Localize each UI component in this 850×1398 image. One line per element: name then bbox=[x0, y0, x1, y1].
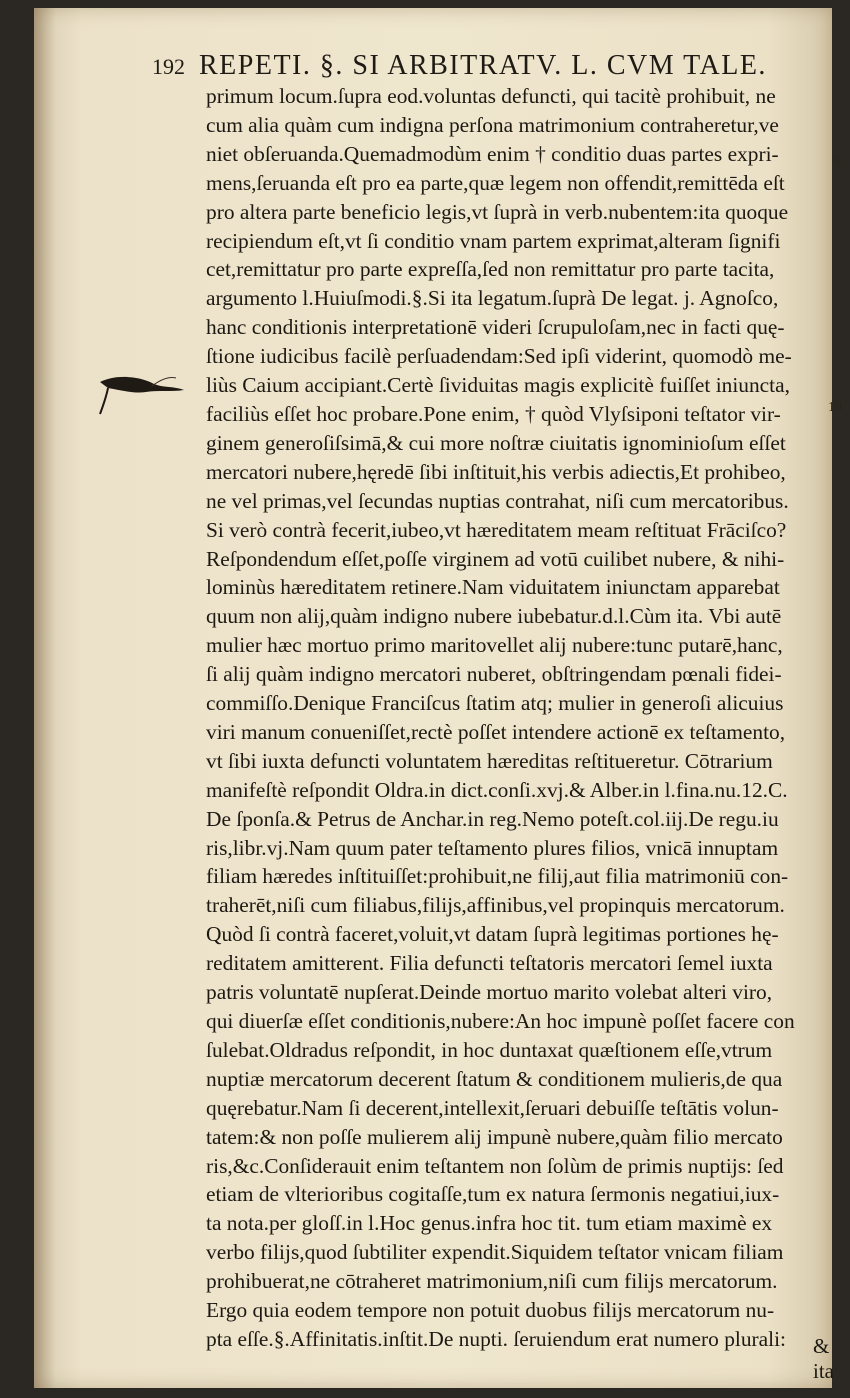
text-line: pro altera parte beneficio legis,vt ſuprà in verb.nubentem:ita quoque bbox=[206, 199, 789, 224]
text-line: ſi alij quàm indigno mercatori nuberet, obſtringendam pœnali fidei- bbox=[206, 662, 782, 687]
text-line: qui diuerſæ eſſet conditionis,nubere:An hoc impunè poſſet facere con bbox=[206, 1009, 795, 1033]
text-line: quęrebatur.Nam ſi decerent,intellexit,ſeruari debuiſſe teſtātis volun- bbox=[206, 1095, 779, 1120]
book-page bbox=[34, 8, 832, 1388]
text-line: ginem generoſiſsimā,& cui more noſtræ ciuitatis ignominioſum eſſet bbox=[206, 430, 786, 455]
text-line: filiam hæredes inſtituiſſet:prohibuit,ne filij,aut filia matrimoniū con- bbox=[206, 864, 789, 889]
text-line: faciliùs eſſet hoc probare.Pone enim, † quòd Vlyſsiponi teſtator vir- bbox=[206, 401, 781, 426]
text-line: nuptiæ mercatorum decerent ſtatum & conditionem mulieris,de qua bbox=[206, 1066, 783, 1091]
text-line: recipiendum eſt,vt ſi conditio vnam partem exprimat,alteram ſignifi bbox=[206, 228, 781, 253]
text-line: mercatori nubere,hęredē ſibi inſtituit,his verbis adiectis,Et prohibeo, bbox=[206, 459, 786, 484]
text-line: tatem:& non poſſe mulierem alij impunè nubere,quàm filio mercato bbox=[206, 1124, 783, 1149]
text-line: Quòd ſi contrà faceret,voluit,vt datam ſuprà legitimas portiones hę- bbox=[206, 922, 779, 947]
text-line: primum locum.ſupra eod.voluntas defuncti, qui tacitè prohibuit, ne bbox=[206, 84, 776, 108]
text-line: ris,&c.Conſiderauit enim teſtantem non ſolùm de primis nuptijs: ſed bbox=[206, 1153, 784, 1178]
text-line: manifeſtè reſpondit Oldra.in dict.conſi.xvj.& Alber.in l.fina.nu.12.C. bbox=[206, 777, 788, 802]
text-line: ne vel primas,vel ſecundas nuptias contrahat, niſi cum mercatoribus. bbox=[206, 488, 789, 513]
catchword: & ita bbox=[813, 1334, 834, 1383]
text-line: quum non alij,quàm indigno nubere iubebatur.d.l.Cùm ita. Vbi autē bbox=[206, 604, 782, 629]
text-line: lominùs hæreditatem retinere.Nam viduitatem iniunctam apparebat bbox=[206, 575, 780, 600]
text-line: vt ſibi iuxta defuncti voluntatem hæreditas reſtitueretur. Cōtrarium bbox=[206, 748, 773, 773]
running-title: REPETI. §. SI ARBITRATV. L. CVM TALE. bbox=[199, 50, 767, 81]
text-line: cum alia quàm cum indigna perſona matrimonium contraheretur,ve bbox=[206, 112, 779, 137]
text-line: ſtione iudicibus facilè perſuadendam:Sed ipſi viderint, quomodò me- bbox=[206, 344, 792, 369]
text-line: ſulebat.Oldradus reſpondit, in hoc duntaxat quæſtionem eſſe,vtrum bbox=[206, 1037, 773, 1062]
text-line: hanc conditionis interpretationē videri ſcrupuloſam,nec in facti quę- bbox=[206, 315, 785, 340]
text-line: verbo filijs,quod ſubtiliter expendit.Siquidem teſtator vnicam filiam bbox=[206, 1240, 784, 1265]
page-number: 192 bbox=[152, 54, 185, 79]
text-line: argumento l.Huiuſmodi.§.Si ita legatum.ſuprà De legat. j. Agnoſco, bbox=[206, 286, 779, 311]
margin-note-10: 10 bbox=[828, 400, 842, 415]
text-line: prohibuerat,ne cōtraheret matrimonium,niſi cum filijs mercatorum. bbox=[206, 1269, 778, 1294]
text-line: De ſponſa.& Petrus de Anchar.in reg.Nemo poteſt.col.iij.De regu.iu bbox=[206, 806, 779, 831]
text-line: mulier hæc mortuo primo maritovellet alij nubere:tunc putarē,hanc, bbox=[206, 633, 783, 658]
text-line: ris,libr.vj.Nam quum pater teſtamento plures filios, vnicā innuptam bbox=[206, 835, 779, 860]
text-line: niet obſeruanda.Quemadmodùm enim † conditio duas partes expri- bbox=[206, 141, 779, 166]
text-line: traherēt,niſi cum filiabus,filijs,affinibus,vel propinquis mercatorum. bbox=[206, 893, 785, 918]
text-line: liùs Caium accipiant.Certè ſividuitas magis explicitè fuiſſet iniuncta, bbox=[206, 373, 790, 398]
text-line: reditatem amitterent. Filia defuncti teſtatoris mercatori ſemel iuxta bbox=[206, 951, 773, 976]
text-line: pta eſſe.§.Affinitatis.inſtit.De nupti. ſeruiendum erat numero plurali: bbox=[206, 1326, 786, 1351]
text-line: Ergo quia eodem tempore non potuit duobus filijs mercatorum nu- bbox=[206, 1298, 775, 1323]
text-line: Reſpondendum eſſet,poſſe virginem ad votū cuilibet nubere, & nihi- bbox=[206, 546, 785, 571]
text-line: etiam de vlterioribus cogitaſſe,tum ex natura ſermonis negatiui,iux- bbox=[206, 1182, 780, 1207]
text-line: viri manum conueniſſet,rectè poſſet intendere actionē ex teſtamento, bbox=[206, 719, 786, 744]
text-line: Si verò contrà fecerit,iubeo,vt hæreditatem meam reſtituat Frāciſco? bbox=[206, 517, 787, 542]
text-line: ta nota.per gloſſ.in l.Hoc genus.infra hoc tit. tum etiam maximè ex bbox=[206, 1211, 773, 1236]
text-line: mens,ſeruanda eſt pro ea parte,quæ legem non offendit,remittēda eſt bbox=[206, 170, 785, 195]
text-line: cet,remittatur pro parte expreſſa,ſed non remittatur pro parte tacita, bbox=[206, 257, 775, 282]
running-header bbox=[152, 50, 767, 82]
text-line: commiſſo.Denique Franciſcus ſtatim atq; mulier in generoſi alicuius bbox=[206, 691, 784, 716]
margin-note-9: 9 bbox=[833, 155, 840, 170]
text-line: patris voluntatē nupſerat.Deinde mortuo marito volebat alteri viro, bbox=[206, 980, 773, 1005]
body-text bbox=[206, 82, 850, 1354]
ink-blot-mark bbox=[94, 366, 190, 418]
